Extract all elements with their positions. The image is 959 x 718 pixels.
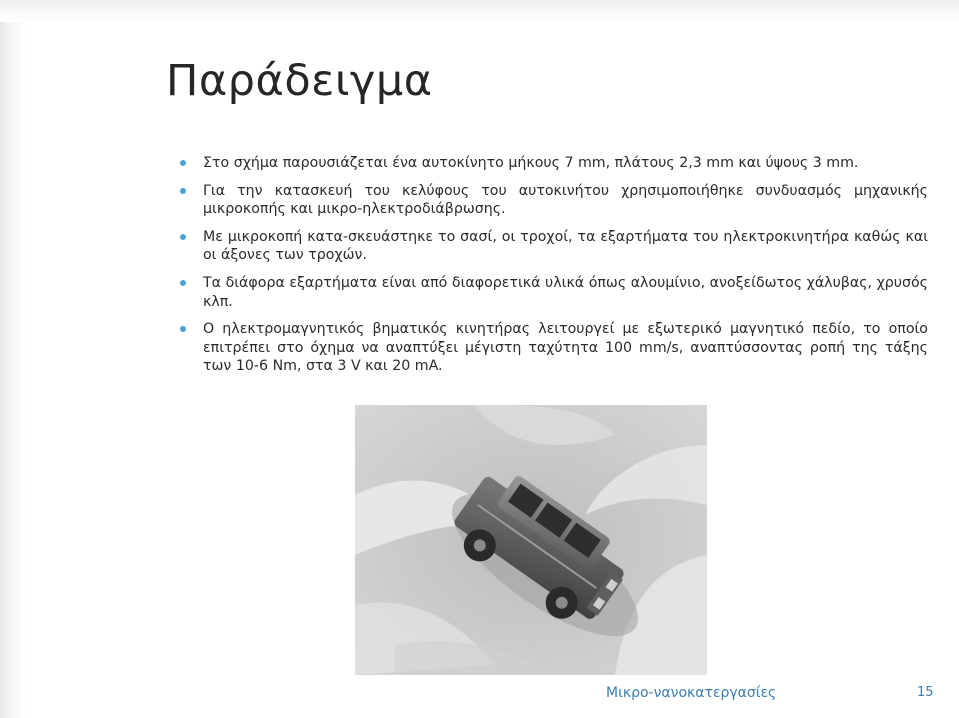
bullet-item <box>180 320 928 376</box>
top-decor-band <box>0 0 959 22</box>
bullet-dot-icon <box>180 326 186 332</box>
bullet-list <box>180 154 928 385</box>
bullet-text: Με μικροκοπή κατα-σκευάστηκε το σασί, οι τροχοί, τα εξαρτήματα του ηλεκτροκινητήρα καθώς και οι άξονες των τροχών. <box>203 228 928 264</box>
left-decor-gradient <box>10 0 28 718</box>
left-decor-band <box>0 0 10 718</box>
slide-title: Παράδειγμα <box>166 56 433 106</box>
bullet-item <box>180 154 928 173</box>
footer-course-title: Μικρο-νανοκατεργασίες <box>606 685 777 701</box>
page-number: 15 <box>917 685 934 700</box>
bullet-item <box>180 228 928 265</box>
micro-car-image <box>355 405 707 675</box>
bullet-item <box>180 182 928 219</box>
bullet-dot-icon <box>180 160 186 166</box>
bullet-text: Ο ηλεκτρομαγνητικός βηματικός κινητήρας λειτουργεί με εξωτερικό μαγνητικό πεδίο, το οποίο επιτρέπει στο όχημα να αναπτύξει μέγιστη ταχύτητα 100 mm/s, αναπτύσσοντας ροπή της τάξης των 10-6 Nm, στα 3 V και 20 mA. <box>203 321 928 375</box>
bullet-text: Τα διάφορα εξαρτήματα είναι από διαφορετικά υλικά όπως αλουμίνιο, ανοξείδωτος χάλυβας, χρυσός κλπ. <box>203 274 928 310</box>
bullet-text: Στο σχήμα παρουσιάζεται ένα αυτοκίνητο μήκους 7 mm, πλάτους 2,3 mm και ύψους 3 mm. <box>203 155 859 171</box>
bullet-item <box>180 274 928 311</box>
bullet-dot-icon <box>180 234 186 240</box>
bullet-dot-icon <box>180 188 186 194</box>
bullet-dot-icon <box>180 280 186 286</box>
bullet-text: Για την κατασκευή του κελύφους του αυτοκινήτου χρησιμοποιήθηκε συνδυασμός μηχανικής μικροκοπής και μικρο-ηλεκτροδιάβρωσης. <box>203 182 928 218</box>
micro-car-photo <box>355 405 707 675</box>
